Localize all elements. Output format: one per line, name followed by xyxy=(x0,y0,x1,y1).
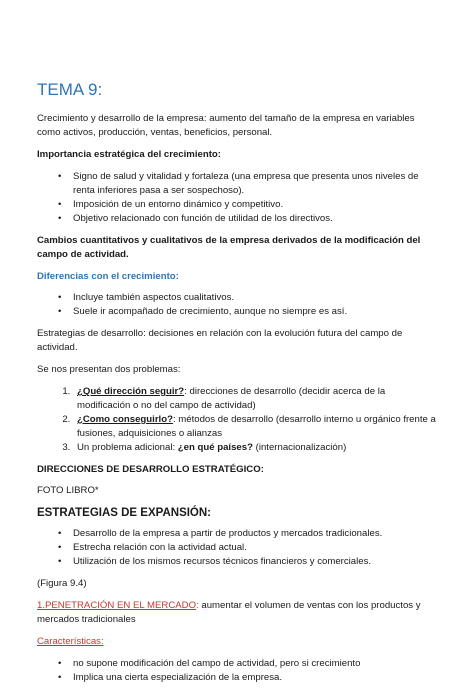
cambios-heading: Cambios cuantitativos y cualitativos de la empresa derivados de la modificación del campo de actividad. xyxy=(37,234,421,260)
list-item: • Signo de salud y vitalidad y fortaleza (una empresa que presenta unos niveles de renta inferiores pasa a ser sospechoso). xyxy=(73,170,437,198)
problemas-list xyxy=(37,385,437,455)
figura-reference: (Figura 9.4) xyxy=(37,577,87,589)
list-item xyxy=(73,441,437,455)
estrategias-expansion-heading: ESTRATEGIAS DE EXPANSIÓN: xyxy=(37,507,212,520)
problema-question: ¿Como conseguirlo? xyxy=(77,413,173,425)
list-item: • no supone modificación del campo de actividad, pero si crecimiento xyxy=(73,657,437,671)
estrategias-desarrollo-paragraph: Estrategias de desarrollo: decisiones en relación con la evolución futura del campo de actividad. xyxy=(37,328,403,354)
direcciones-heading: DIRECCIONES DE DESARROLLO ESTRATÉGICO: xyxy=(37,463,264,475)
importancia-list xyxy=(37,170,437,226)
list-item: • Incluye también aspectos cualitativos. xyxy=(73,291,437,305)
foto-libro-note: FOTO LIBRO* xyxy=(37,485,99,497)
diferencias-heading: Diferencias con el crecimiento: xyxy=(37,270,179,282)
list-item: • Imposición de un entorno dinámico y competitivo. xyxy=(73,198,437,212)
penetracion-label: 1.PENETRACIÓN EN EL MERCADO xyxy=(37,599,197,611)
list-item: • Suele ir acompañado de crecimiento, aunque no siempre es así. xyxy=(73,305,437,319)
page-title: TEMA 9: xyxy=(37,80,103,99)
list-item: • Estrecha relación con la actividad actual. xyxy=(73,541,437,555)
list-item: • Desarrollo de la empresa a partir de productos y mercados tradicionales. xyxy=(73,527,437,541)
problema-text: : direcciones de desarrollo (decidir acerca de la modificación o no del campo de actividad) xyxy=(77,385,386,411)
caracteristicas-list xyxy=(37,657,437,685)
document-content xyxy=(37,80,437,692)
intro-paragraph: Crecimiento y desarrollo de la empresa: aumento del tamaño de la empresa en variables como activos, producción, ventas, beneficios, personal. xyxy=(37,113,415,139)
importancia-heading: Importancia estratégica del crecimiento: xyxy=(37,149,221,161)
caracteristicas-heading: Características: xyxy=(37,635,104,647)
estrategias-expansion-list xyxy=(37,527,437,569)
problema-question: ¿Qué dirección seguir? xyxy=(77,385,185,397)
problemas-intro: Se nos presentan dos problemas: xyxy=(37,364,181,376)
list-item: • Implica una cierta especialización de la empresa. xyxy=(73,671,437,685)
problema-question: ¿en qué países? xyxy=(177,441,253,453)
list-item xyxy=(73,413,437,441)
problema-text: : métodos de desarrollo (desarrollo interno u orgánico frente a fusiones, adquisiciones o alianzas xyxy=(77,413,436,439)
penetracion-colon: : xyxy=(196,599,199,611)
list-item: • Objetivo relacionado con función de utilidad de los directivos. xyxy=(73,212,437,226)
problema-prefix: Un problema adicional: xyxy=(77,441,178,453)
penetracion-text: aumentar el volumen de ventas con los productos y mercados tradicionales xyxy=(37,599,421,625)
list-item xyxy=(73,385,437,413)
diferencias-list xyxy=(37,291,437,319)
penetracion-paragraph xyxy=(37,599,437,627)
problema-text: (internacionalización) xyxy=(252,441,347,453)
list-item: • Utilización de los mismos recursos técnicos financieros y comerciales. xyxy=(73,555,437,569)
